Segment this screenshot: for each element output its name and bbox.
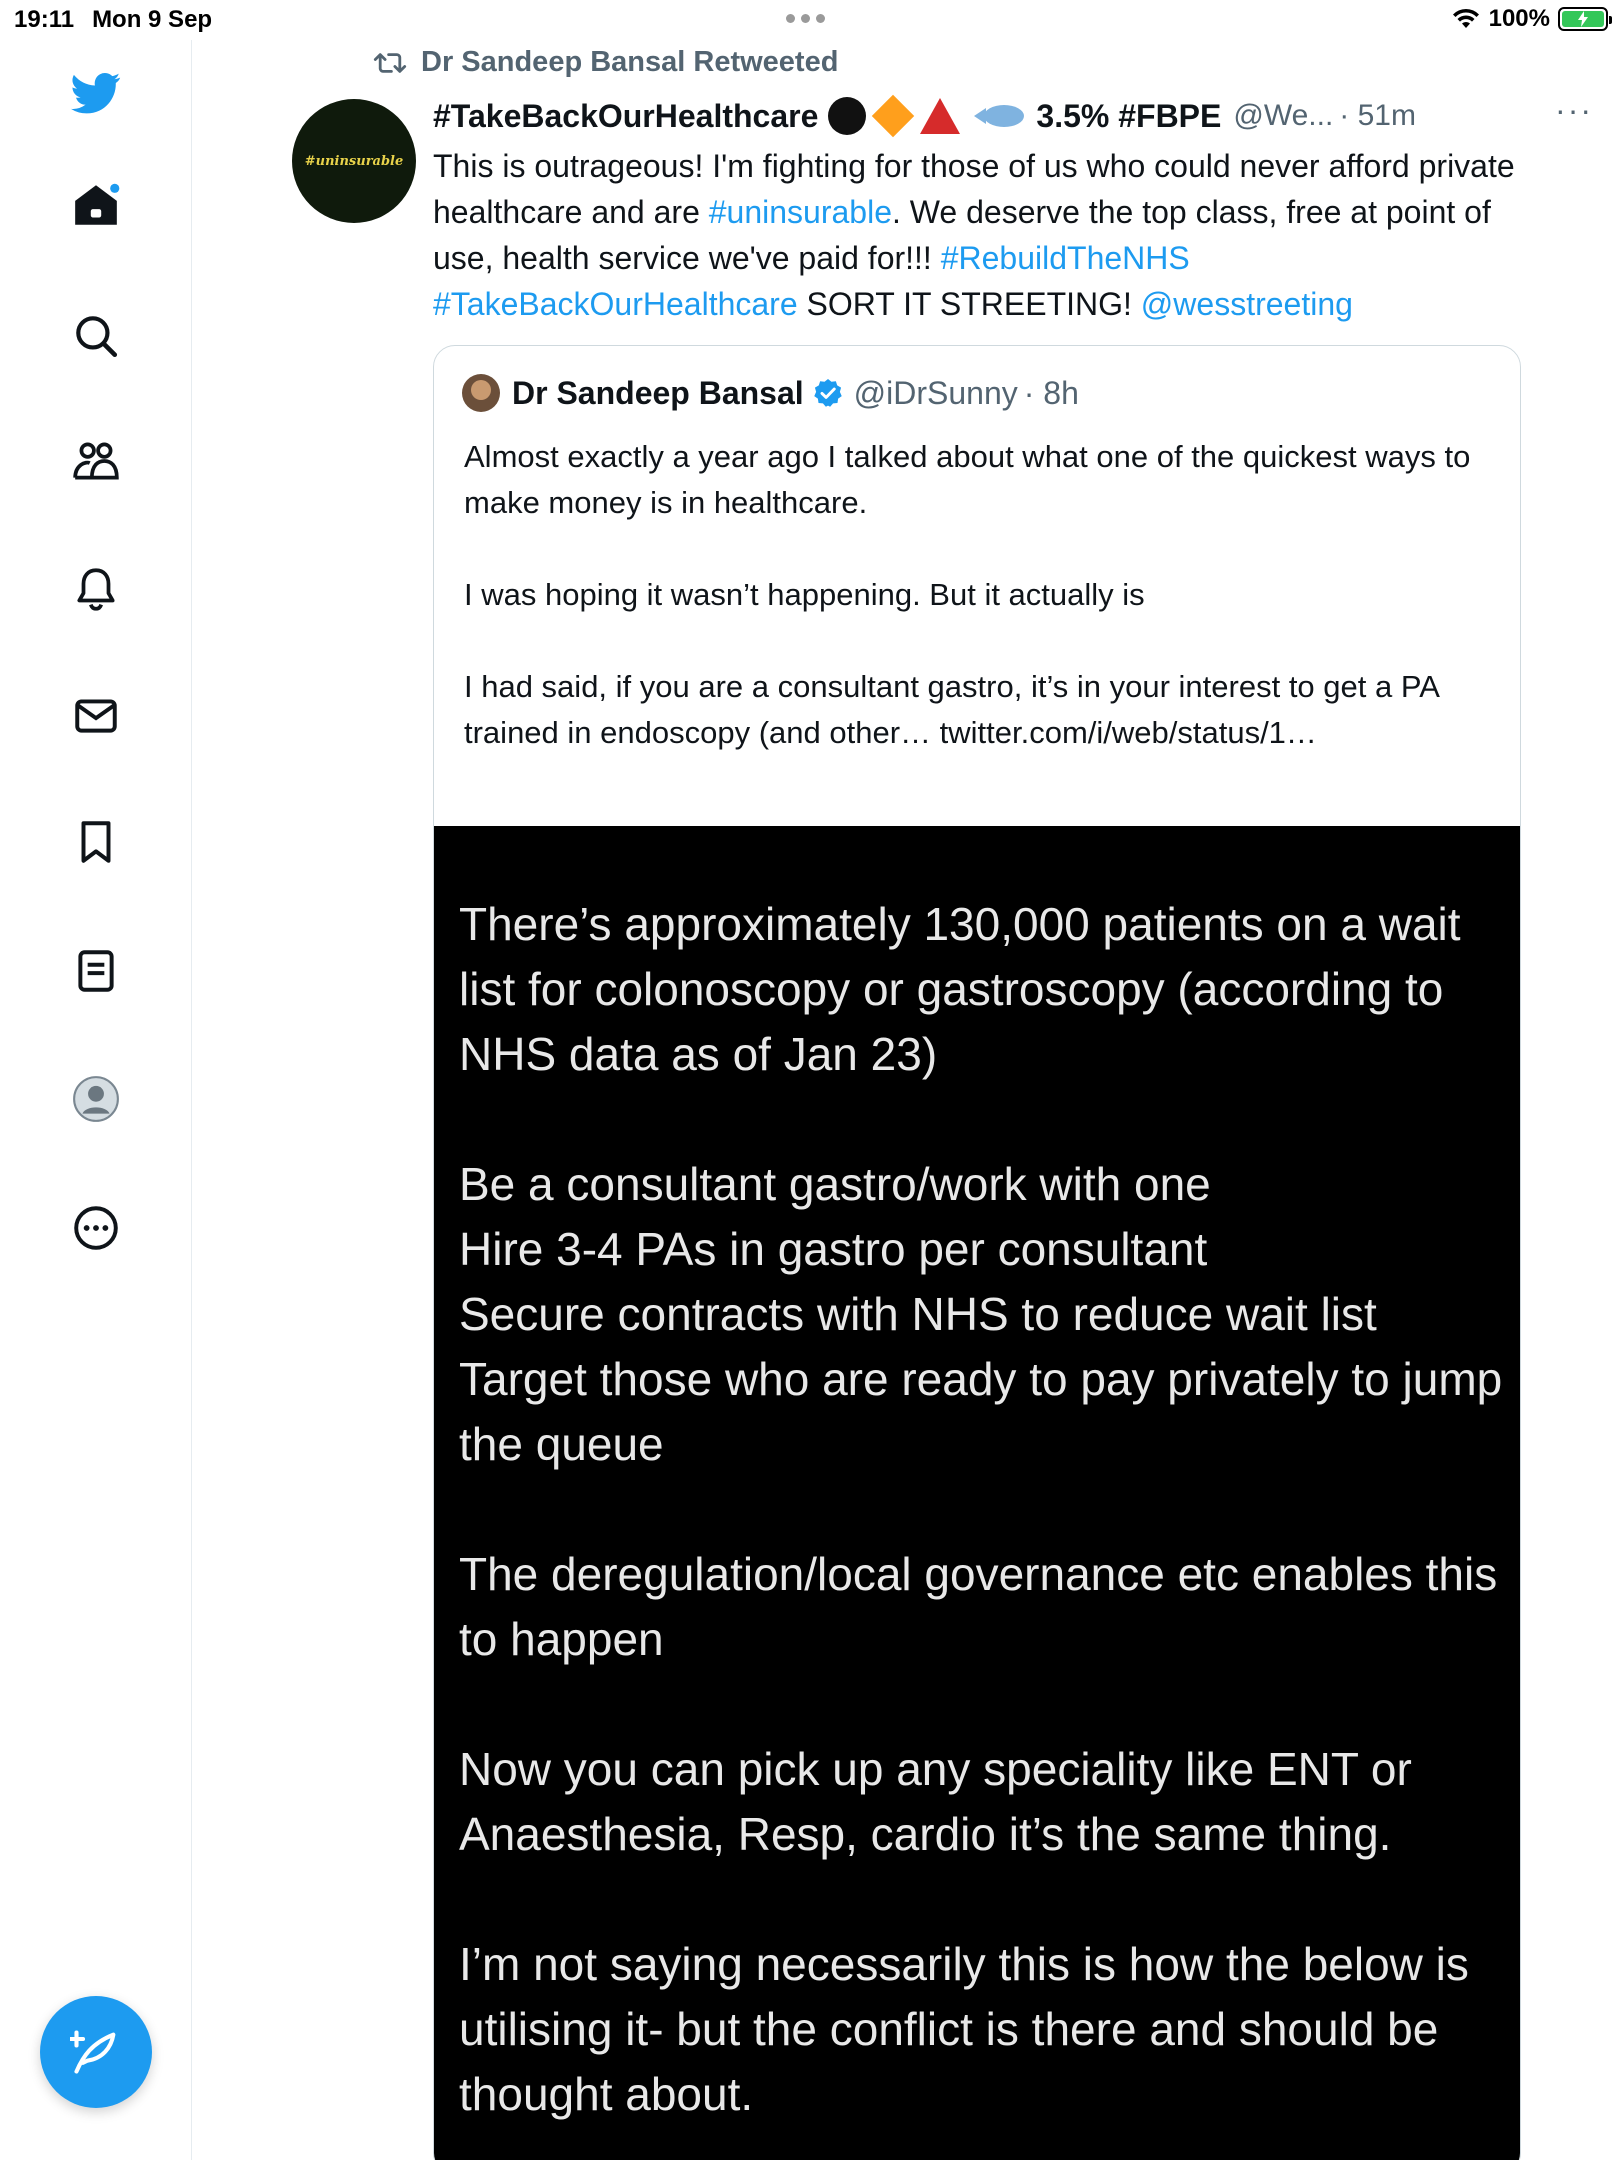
battery-icon (1558, 7, 1608, 31)
quoted-paragraph: I was hoping it wasn’t happening. But it actually is (464, 577, 1145, 612)
fish-icon (984, 105, 1024, 127)
tweet-body: This is outrageous! I'm fighting for those of us who could never afford private healthcare and are #uninsurable. We deserve the top class, free at point of use, health service we've paid for!!! #RebuildTheNHS #TakeBackOurHealthcare SORT IT STREETING! @wesstreeting (433, 148, 1515, 322)
battery-percent: 100% (1488, 5, 1550, 32)
quoted-paragraph: Almost exactly a year ago I talked about what one of the quickest ways to make money is in healthcare. (464, 439, 1471, 520)
quoted-tweet-header (462, 374, 1079, 412)
multitasking-dots[interactable] (786, 14, 825, 23)
more-icon[interactable] (68, 1200, 124, 1256)
quoted-paragraph: I had said, if you are a consultant gastro, it’s in your interest to get a PA trained in endoscopy (and other… twitter.com/i/web/status/1… (464, 669, 1439, 750)
author-handle[interactable]: @We... (1233, 99, 1334, 132)
twitter-logo-icon[interactable] (68, 65, 124, 121)
tweet-more-button[interactable]: ··· (1555, 92, 1593, 128)
quoted-tweet-body (464, 434, 1484, 756)
retweet-icon (373, 49, 407, 77)
circus-tent-icon (920, 98, 960, 134)
quoted-tweet-time: · 8h (1023, 374, 1079, 411)
author-avatar[interactable] (292, 99, 416, 223)
image-text (459, 892, 1509, 2160)
wifi-icon (1451, 8, 1481, 30)
quoted-author-handle: @iDrSunny (853, 374, 1018, 411)
bookmarks-icon[interactable] (68, 814, 124, 870)
messages-icon[interactable] (68, 688, 124, 744)
communities-icon[interactable] (68, 433, 124, 489)
search-icon[interactable] (68, 308, 124, 364)
hashtag-link[interactable]: #RebuildTheNHS (940, 240, 1190, 276)
image-paragraph: There’s approximately 130,000 patients on a wait list for colonoscopy or gastroscopy (according to NHS data as of Jan 23) (459, 898, 1461, 1080)
lists-icon[interactable] (68, 943, 124, 999)
avatar-text: #uninsurable (304, 153, 404, 169)
image-paragraph: Be a consultant gastro/work with one Hire 3-4 PAs in gastro per consultant Secure contracts with NHS to reduce wait list Target those who are ready to pay privately to jump the queue (459, 1158, 1503, 1470)
retweet-context[interactable] (373, 46, 838, 79)
quoted-author-avatar (462, 374, 500, 412)
orange-diamond-icon (872, 95, 914, 137)
author-name-suffix[interactable]: 3.5% #FBPE (1036, 97, 1222, 134)
black-circle-icon (828, 97, 866, 135)
image-paragraph: Now you can pick up any speciality like ENT or Anaesthesia, Resp, cardio it’s the same thing. (459, 1743, 1412, 1860)
author-name[interactable]: #TakeBackOurHealthcare (433, 97, 819, 134)
mention-link[interactable]: @wesstreeting (1140, 286, 1353, 322)
status-time: 19:11 (14, 6, 75, 33)
compose-tweet-icon (70, 2026, 122, 2078)
quoted-tweet-image[interactable] (434, 826, 1521, 2160)
status-bar (0, 0, 1620, 40)
tweet-time[interactable]: · 51m (1339, 99, 1416, 132)
timeline (193, 40, 1620, 2160)
hashtag-link[interactable]: #TakeBackOurHealthcare (433, 286, 798, 322)
author-emojis (828, 97, 1024, 135)
quoted-tweet[interactable] (433, 345, 1521, 2160)
notifications-icon[interactable] (68, 561, 124, 617)
profile-icon[interactable] (68, 1071, 124, 1127)
compose-tweet-button[interactable] (40, 1996, 152, 2108)
sidebar-nav (0, 40, 192, 2160)
image-paragraph: I’m not saying necessarily this is how the below is utilising it- but the conflict is there and should be thought about. (459, 1938, 1469, 2120)
status-date: Mon 9 Sep (92, 6, 213, 33)
quoted-author-name: Dr Sandeep Bansal (512, 374, 804, 411)
tweet-header (433, 92, 1613, 140)
home-icon[interactable] (68, 177, 124, 233)
hashtag-link[interactable]: #uninsurable (708, 194, 892, 230)
verified-badge-icon (812, 377, 844, 409)
image-paragraph: The deregulation/local governance etc enables this to happen (459, 1548, 1498, 1665)
retweeted-by-label: Dr Sandeep Bansal Retweeted (421, 46, 839, 78)
